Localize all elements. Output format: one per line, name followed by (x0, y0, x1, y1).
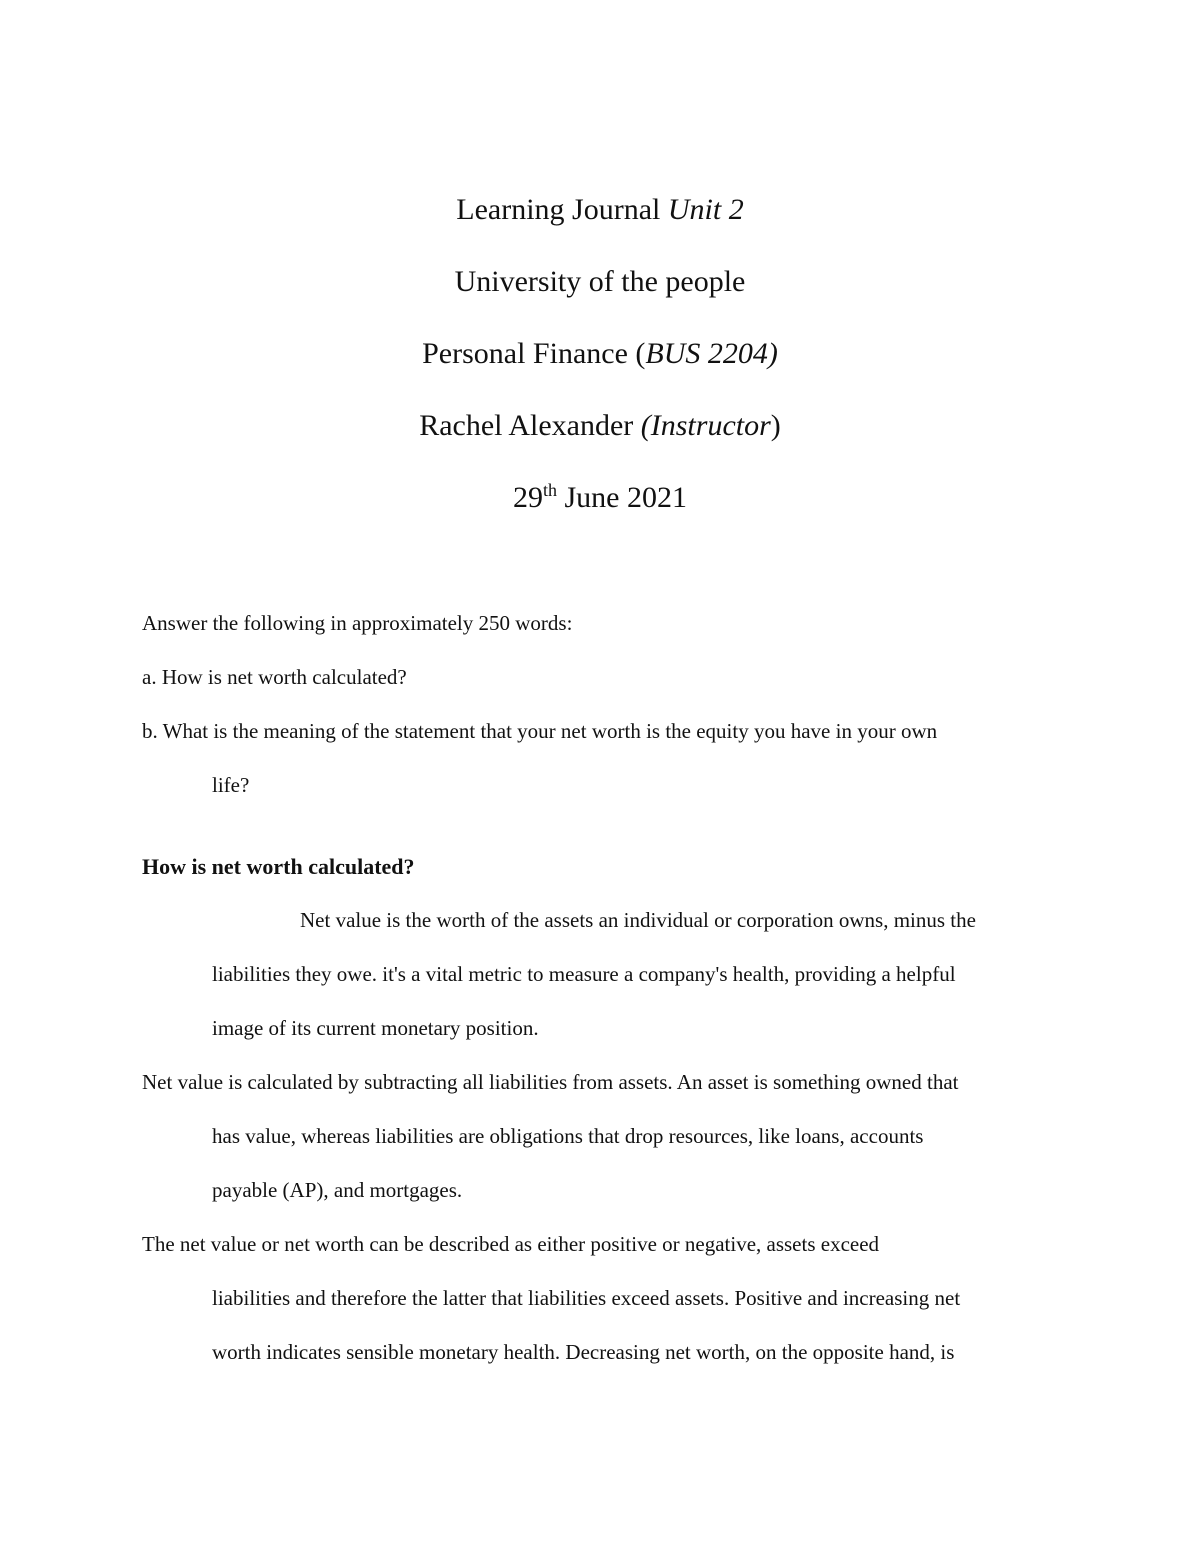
body-content (142, 610, 1072, 1393)
university-name: University of the people (454, 265, 746, 298)
course-title-text: Personal Finance ( (422, 337, 646, 370)
question-b-line1: b. What is the meaning of the statement that your net worth is the equity you have in your own (142, 719, 938, 743)
paragraph3-line1: The net value or net worth can be described as either positive or negative, assets exceed (142, 1232, 880, 1256)
instructor-line (0, 408, 1200, 444)
paragraph1-line1: Net value is the worth of the assets an individual or corporation owns, minus the (300, 908, 976, 932)
instructor-name: Rachel Alexander (419, 409, 641, 442)
date-month-year: June 2021 (557, 481, 687, 514)
paragraph3-line2: liabilities and therefore the latter that liabilities exceed assets. Positive and increasing net (212, 1286, 961, 1310)
course-code: BUS 2204) (645, 337, 778, 370)
date-line (0, 480, 1200, 516)
paragraph1-line3: image of its current monetary position. (212, 1016, 539, 1040)
instructor-close-paren: ) (770, 409, 781, 442)
instructor-role: (Instructor (640, 409, 771, 442)
paragraph2-line1: Net value is calculated by subtracting all liabilities from assets. An asset is something owned that (142, 1070, 959, 1094)
question-b-line2: life? (212, 773, 250, 797)
paragraph1-line2: liabilities they owe. it's a vital metric to measure a company's health, providing a helpful (212, 962, 956, 986)
journal-title-text: Learning Journal (456, 193, 668, 226)
journal-unit: Unit 2 (667, 193, 744, 226)
date-ordinal: th (542, 480, 557, 500)
title-block (0, 192, 1200, 552)
course-name (0, 336, 1200, 372)
paragraph2-line2: has value, whereas liabilities are obligations that drop resources, like loans, accounts (212, 1124, 924, 1148)
section-heading: How is net worth calculated? (142, 854, 415, 879)
paragraph3-line3: worth indicates sensible monetary health. Decreasing net worth, on the opposite hand, is (212, 1340, 955, 1364)
date-day: 29 (512, 481, 543, 514)
prompt-intro: Answer the following in approximately 250 words: (142, 611, 573, 635)
question-a: a. How is net worth calculated? (142, 665, 407, 689)
journal-title (0, 192, 1200, 228)
paragraph2-line3: payable (AP), and mortgages. (212, 1178, 463, 1202)
